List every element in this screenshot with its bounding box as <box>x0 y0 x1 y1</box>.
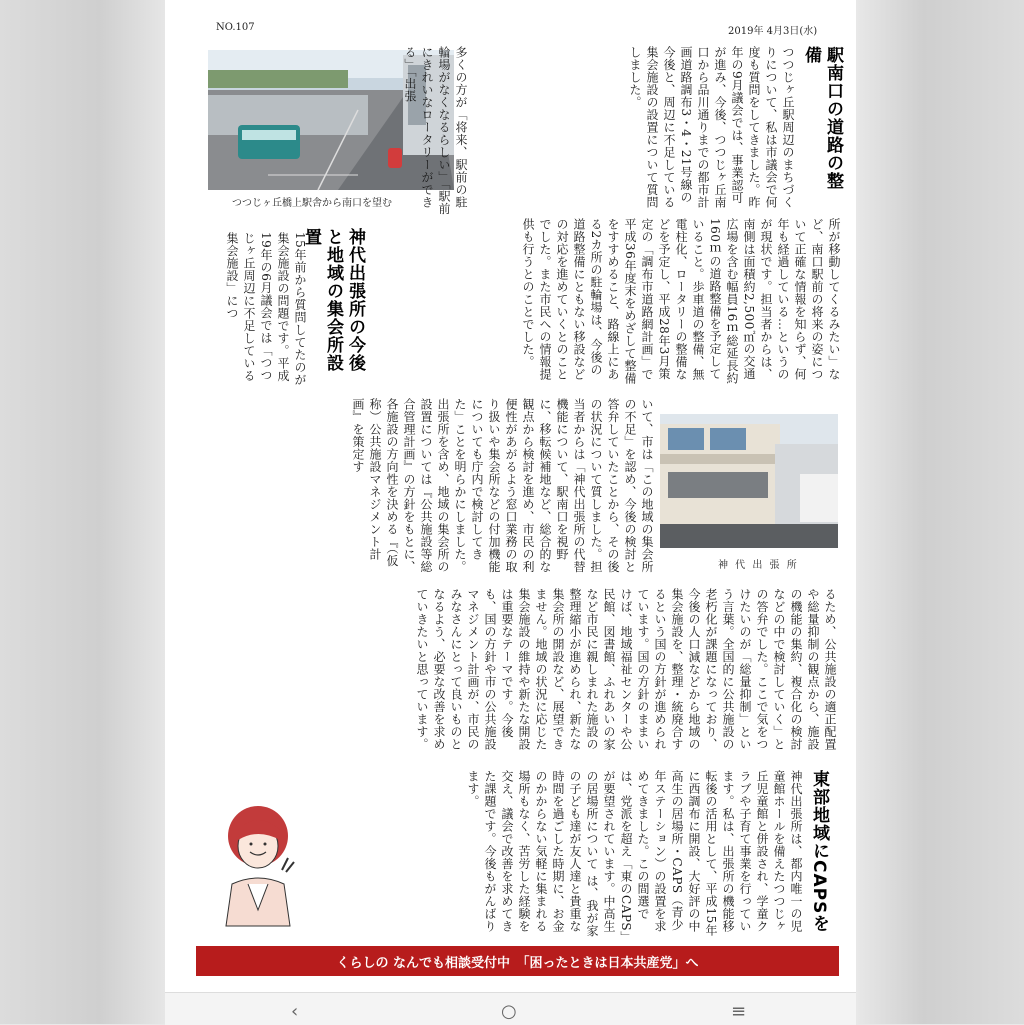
article-jindai-column-1: 15年前から質問してたのが集会施設の問題です。平成19年の6月議会では「つつじヶ丘周辺に不足している集会施設」につ <box>225 232 307 386</box>
system-nav-bar <box>165 992 856 1025</box>
author-illustration-svg <box>218 800 302 926</box>
office-photo <box>660 414 838 548</box>
article-south-exit-column-2-text: 所が移動してくるみたい」など、南口駅前の将来の姿について正確な情報を知らず、何年も経過している…というのが現状です。担当者からは、南側は面積約2,500㎡の交通広場を含む幅員16ｍ総延長約160ｍの道路整備を予定していること。歩車道の整備、無電柱化、ロータリーの整備などを予定し、平成28年3月策定の「調布市道路網計画」で平成36年度末をめざして整備をすすめること、路線上にある2カ所の駐輪場は、今後の道路整備にともない移設などの対応を進めていくとのことでした。また市民への情報提供も行うとのことでした。 <box>521 218 841 385</box>
article-heading-caps: 東部地域にCAPSを <box>809 770 829 933</box>
article-caps-column-1: 神代出張所は、都内唯一の児童館ホールを備えたつつじヶ丘児童館と併設され、学童クラブや子育て事業を行っています。私は、出張所の機能移転後の活用として、平成15年に西調布に開設、大好評の中高生の居場所・CAPS（青少年ステーション）の設置を求めてきました。この間選では、党派を超え「東のCAPS」が要望されています。中高生の居場所について は、我が家の子ども達が友人達と貴重な時間を過ごした時期に、お金のかからない気軽に集まれる場所もなく、苦労した経験を交え、議会で改善を求めてきた課題です。今後もがんばります。 <box>466 770 803 938</box>
article-south-exit-column-1: つつじヶ丘駅周辺のまちづくりについて、私は市議会で何度も質問をしてきました。昨年の9月議会では、事業認可が進み、今後、つつじヶ丘南口から品川通りまでの都市計画道路調布3・4・21号線の今後と、周辺に不足している集会施設の設置について質問しました。 <box>628 46 795 209</box>
station-photo-caption: つつじヶ丘橋上駅舎から南口を望む <box>232 198 392 209</box>
author-illustration <box>218 800 302 926</box>
office-photo-illustration <box>660 414 838 548</box>
home-icon[interactable]: ○ <box>501 1001 517 1022</box>
menu-icon[interactable]: ≡ <box>731 1001 747 1022</box>
issue-date: 2019年 4月3日(水) <box>728 26 818 37</box>
background-blur-right <box>856 0 1024 1024</box>
article-heading-jindai-office: 神代出張所の今後と地域の集会所設置 <box>301 228 365 372</box>
article-south-exit-column-1b: 多くの方が「将来、駅前の駐輪場がなくなるらしい」「駅前にきれいなロータリーができる」「出張 <box>403 46 468 215</box>
background-blur-left <box>0 0 165 1024</box>
back-icon[interactable]: ‹ <box>291 1001 299 1022</box>
article-south-exit-column-2 <box>368 218 842 386</box>
office-photo-caption: 神 代 出 張 所 <box>718 560 799 571</box>
article-jindai-column-2: いて、市は「この地域の集会所の不足」を認め、今後の検討と答弁していたことから、その後の状況について質しました。担当者からは「神代出張所の代替機能について、駅南口を視野に、移転候補地など、総合的な観点から検討を進め、市民の利便性があがるよう窓口業務の取り扱いや集会所などの付加機能についても庁内で検討してきた」ことを明らかにしました。出張所を含め、地域の集会所の設置については『公共施設等総合管理計画』の方針をもとに、各施設の方向性を決める『（仮称）公共施設マネジメント計画』を策定す <box>351 398 654 573</box>
article-heading-south-exit: 駅南口の道路の整備 <box>801 46 843 190</box>
consultation-banner: くらしの なんでも相談受付中 「困ったときは日本共産党」へ <box>196 946 839 976</box>
issue-number: NO.107 <box>216 22 255 33</box>
article-jindai-column-3: るため、公共施設の適正配置や総量抑制の観点から、施設の機能の集約、複合化の検討などの中で検討していく」との答弁でした。ここで気をつけたいのが「総量抑制」という言葉。全国的に公共施設の老朽化が課題になっており、今後の人口減などから地域の集会施設を、整理・統廃合するという国の方針が進められています。国の方針のままいけば、地域福祉センターや公民館、図書館、ふれあいの家など市民に親しまれた施設の整理縮小が進められ、新たな集会所の開設など、展望できません。地域の状況に応じた集会施設の維持や新たな開設は重要なテーマです。今後も、国の方針や市の公共施設マネジメント計画が、市民のみなさんにとって良いものとなるよう、必要な改善を求めていきたいと思っています。 <box>415 588 837 751</box>
